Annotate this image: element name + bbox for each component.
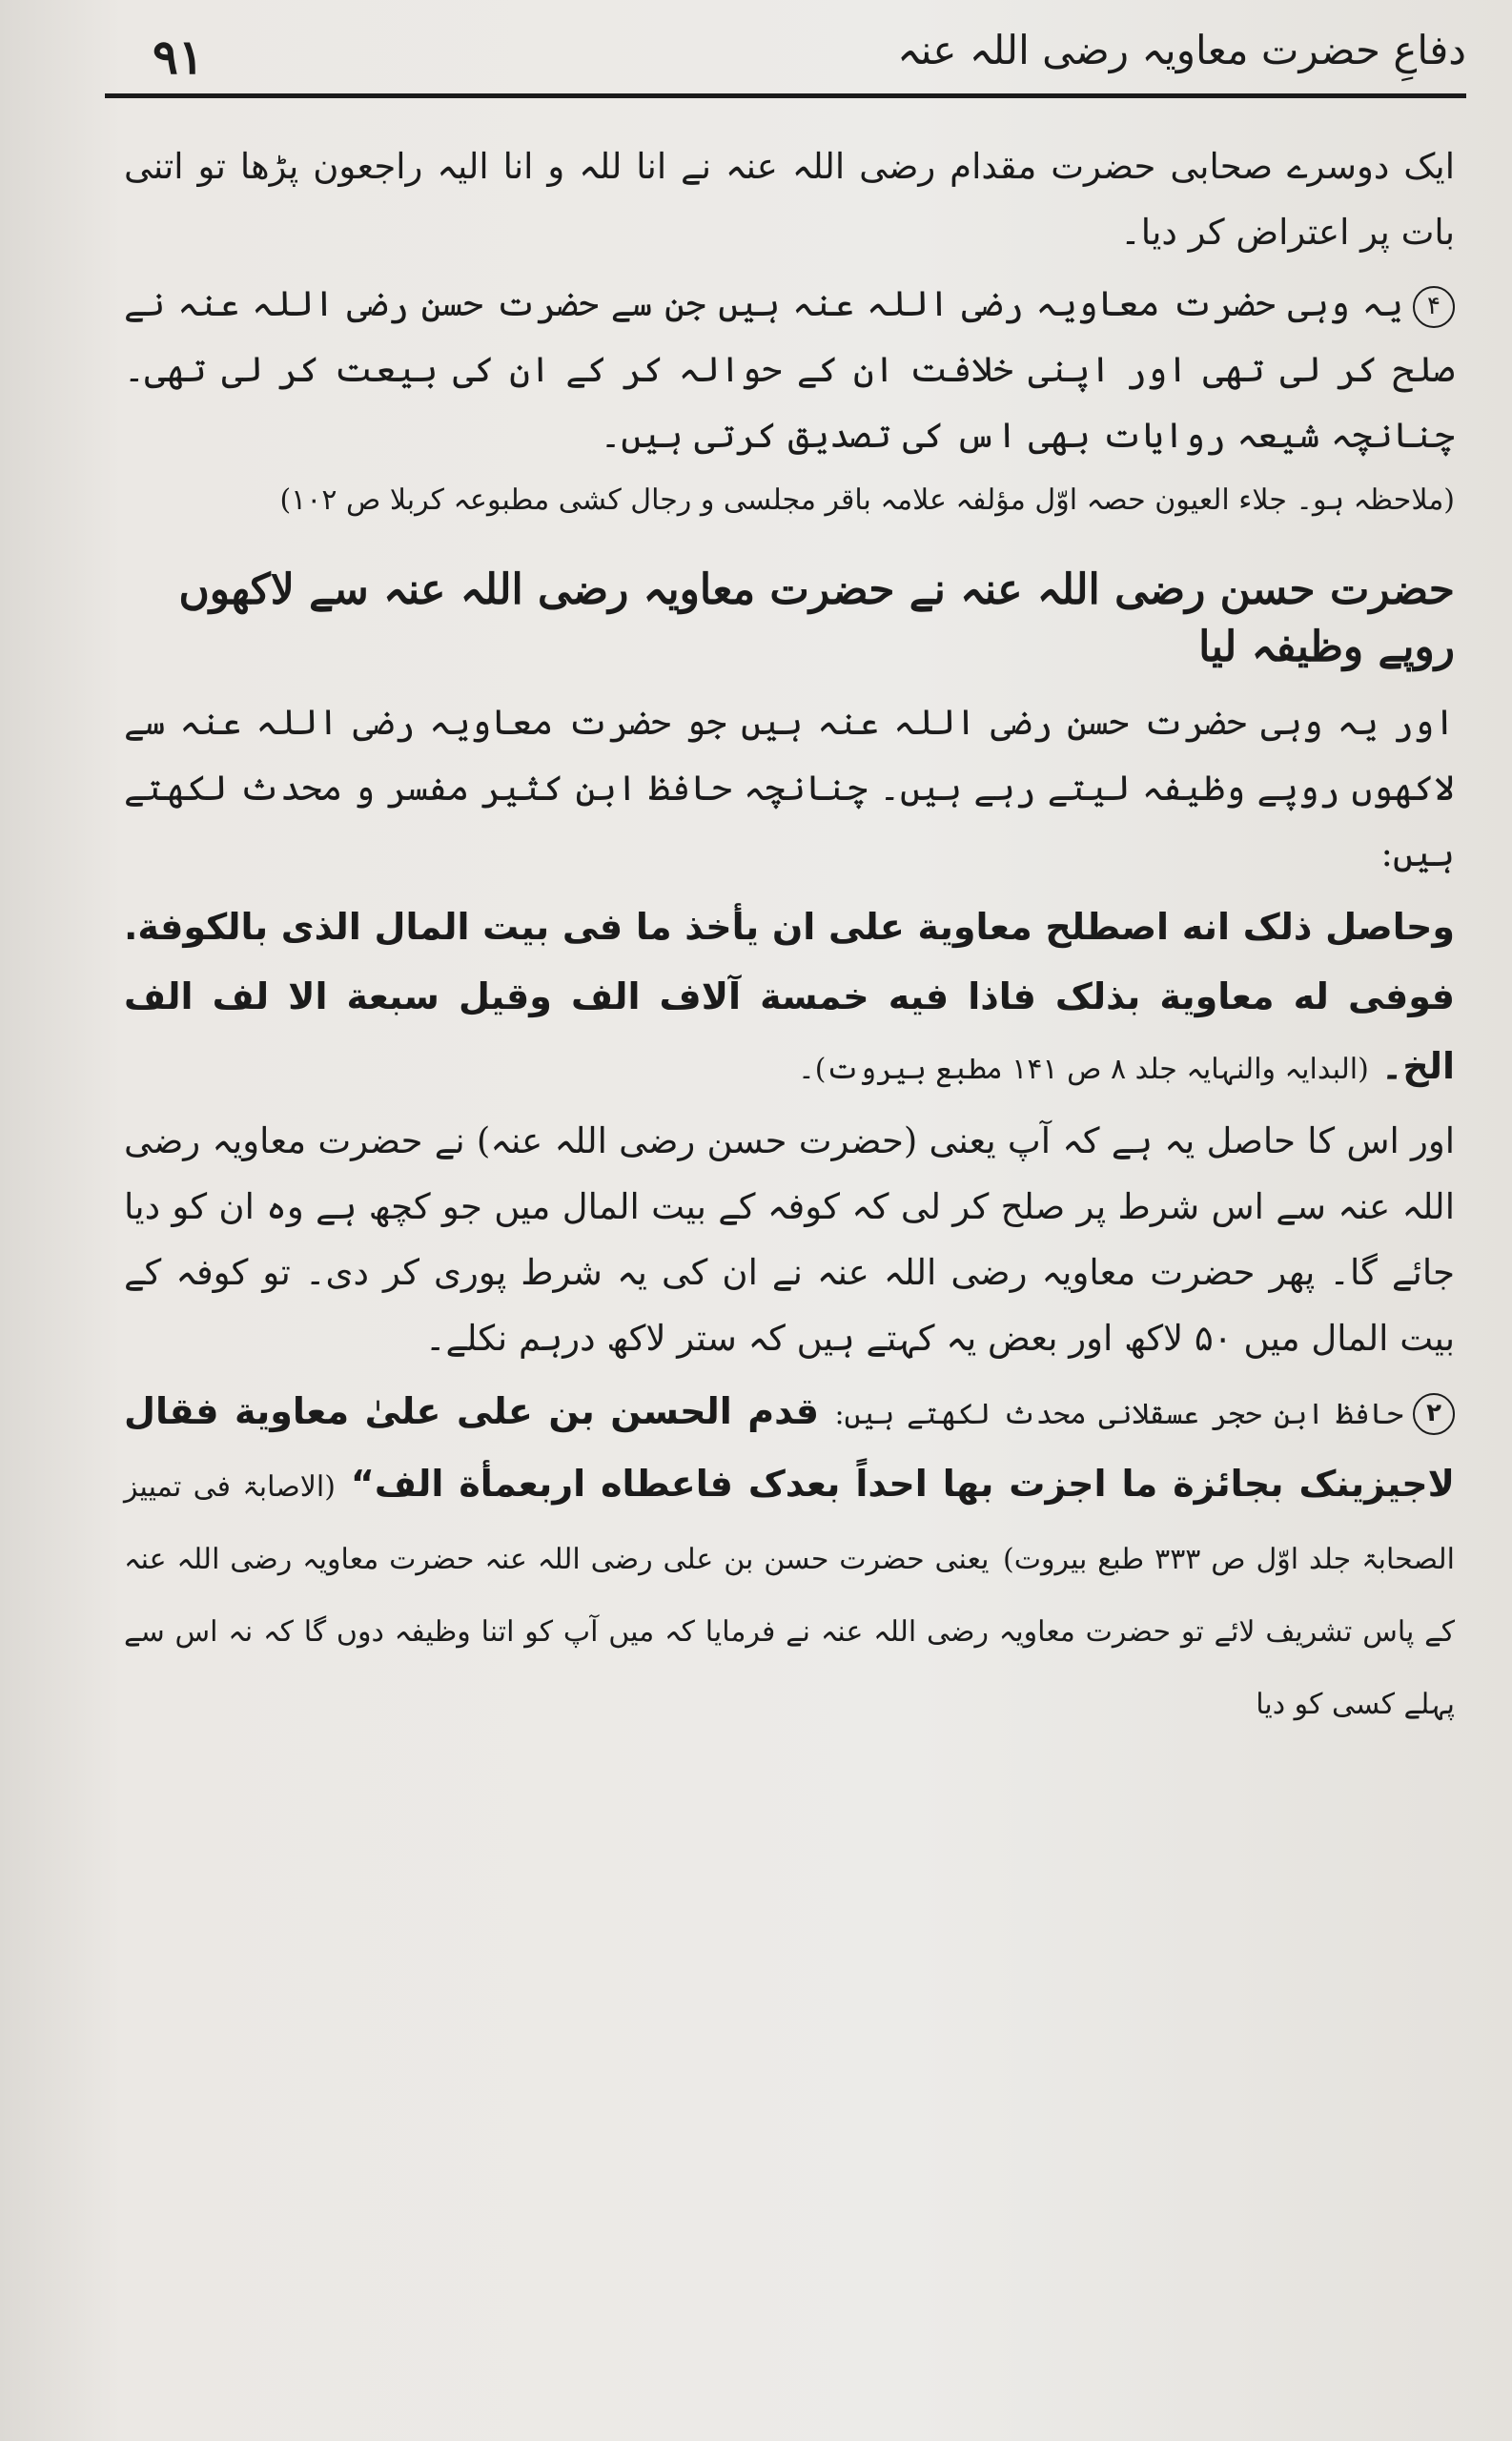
section-heading: حضرت حسن رضی اللہ عنہ نے حضرت معاویہ رضی اللہ عنہ سے لاکھوں روپے وظیفہ لیا [178, 565, 1455, 671]
page-number: ٩١ [153, 29, 204, 85]
page-body [124, 133, 1455, 1743]
arabic-quote-2-reference: (الاصابۃ فی تمییز الصحابۃ جلد اوّل ص ۳۳۳ طبع بیروت) [124, 1470, 1455, 1576]
paragraph-2-text: یہ وہی حضرت معاویہ رضی اللہ عنہ ہیں جن سے حضرت حسن رضی اللہ عنہ نے صلح کر لی تھی اور اپنی خلافت ان کے حوالہ کر کے ان کی بیعت کر لی تھی۔ چنانچہ شیعہ روایات بھی اس کی تصدیق کرتی ہیں۔ [124, 283, 1455, 456]
paragraph-5-translation: یعنی حضرت حسن بن علی رضی اللہ عنہ حضرت معاویہ رضی اللہ عنہ کے پاس تشریف لائے تو حضرت معاویہ رضی اللہ عنہ نے فرمایا کہ میں آپ کو اتنا وظیفہ دوں گا کہ نہ اس سے پہلے کسی کو دیا [124, 1543, 1455, 1721]
header-rule [105, 93, 1466, 98]
arabic-quote-1-text: وحاصل ذلک انه اصطلح معاوية علی ان یأخذ ما فی بیت المال الذی بالکوفة. فوفی له معاوية بذلک فاذا فیه خمسة آلاف الف وقیل سبعة الا لف الف الخ۔ [124, 906, 1455, 1087]
arabic-quote-1 [124, 892, 1455, 1104]
paragraph-5 [124, 1377, 1455, 1739]
item-number-badge: ۲ [1413, 1393, 1455, 1435]
reference-1: (ملاحظہ ہو۔ جلاء العیون حصہ اوّل مؤلفہ علامہ باقر مجلسی و رجال کشی مطبوعہ کربلا ص ۱۰۲) [279, 483, 1455, 517]
paragraph-4: اور اس کا حاصل یہ ہے کہ آپ یعنی (حضرت حسن رضی اللہ عنہ) نے حضرت معاویہ رضی اللہ عنہ سے اس شرط پر صلح کر لی کہ کوفہ کے بیت المال میں جو کچھ ہے وہ ان کو دیا جائے گا۔ پھر حضرت معاویہ رضی اللہ عنہ نے ان کی یہ شرط پوری کر دی۔ تو کوفہ کے بیت المال میں ۵۰ لاکھ اور بعض یہ کہتے ہیں کہ ستر لاکھ درہم نکلے۔ [124, 1120, 1455, 1359]
paragraph-3: اور یہ وہی حضرت حسن رضی اللہ عنہ ہیں جو حضرت معاویہ رضی اللہ عنہ سے لاکھوں روپے وظیفہ لیتے رہے ہیں۔ چنانچہ حافظ ابن کثیر مفسر و محدث لکھتے ہیں: [124, 702, 1455, 874]
page-header [105, 21, 1466, 97]
running-title: دفاعِ حضرت معاویہ رضی اللہ عنہ [897, 27, 1466, 73]
paragraph-5-lead: حافظ ابن حجر عسقلانی محدث لکھتے ہیں: [834, 1398, 1403, 1431]
paragraph-1: ایک دوسرے صحابی حضرت مقدام رضی اللہ عنہ نے انا للہ و انا الیہ راجعون پڑھا تو اتنی بات پر اعتراض کر دیا۔ [124, 146, 1455, 253]
arabic-quote-2-text: قدم الحسن بن علی علیٰ معاوية فقال لاجیزینک بجائزة ما اجزت بها احداً بعدک فاعطاه اربعمأة الف“ [124, 1390, 1455, 1505]
paragraph-2 [124, 271, 1455, 468]
arabic-quote-1-reference: (البدایہ والنہایہ جلد ۸ ص ۱۴۱ مطبع بیروت)۔ [798, 1053, 1369, 1086]
item-number-badge: ۴ [1413, 286, 1455, 328]
